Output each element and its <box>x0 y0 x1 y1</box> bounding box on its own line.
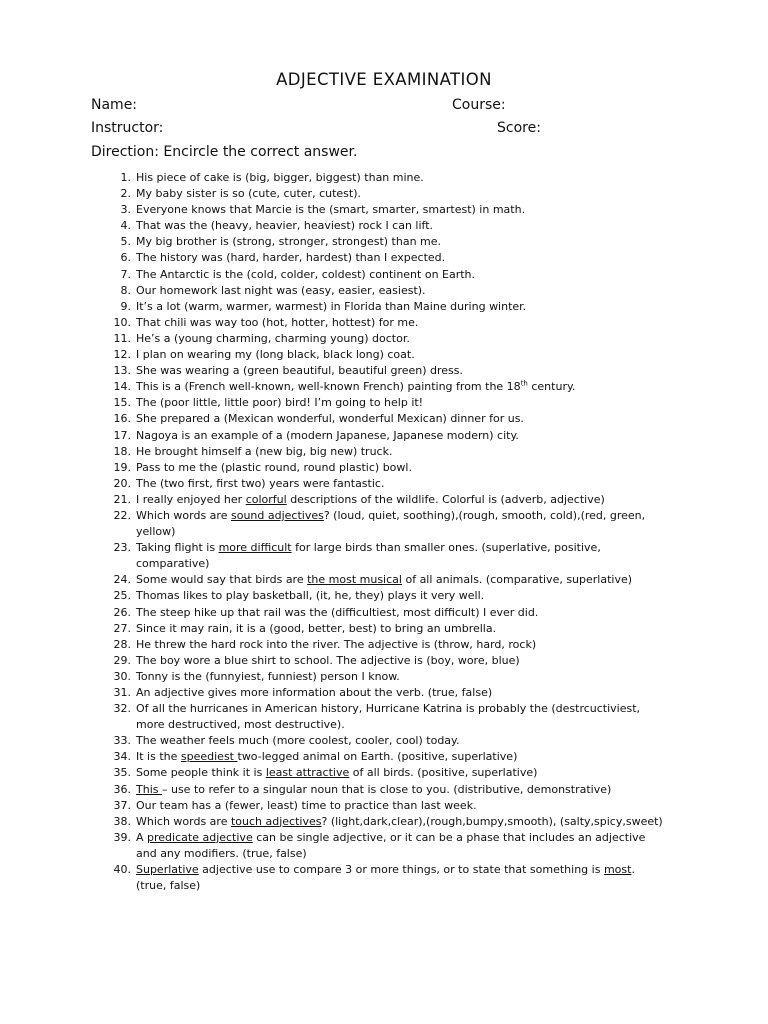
question-text-continued: – use to refer to a singular noun that is close to you. (distributive, demonstrative) <box>161 782 612 796</box>
question-text: Everyone knows that Marcie is the (smart, smarter, smartest) in math. <box>136 203 526 217</box>
question-item <box>104 379 664 395</box>
question-item <box>104 170 664 186</box>
question-item <box>104 669 664 685</box>
question-item <box>104 331 664 347</box>
question-item <box>104 782 664 798</box>
question-text: My big brother is (strong, stronger, strongest) than me. <box>136 235 442 249</box>
underlined-term: colorful <box>245 492 287 506</box>
question-number: 39. <box>113 830 131 844</box>
question-item <box>104 492 664 508</box>
question-text: The history was (hard, harder, hardest) than I expected. <box>136 251 446 265</box>
question-number: 27. <box>113 621 131 635</box>
question-item <box>104 862 664 894</box>
question-item <box>104 605 664 621</box>
question-text: His piece of cake is (big, bigger, biggest) than mine. <box>136 171 424 184</box>
question-item <box>104 749 664 765</box>
question-number: 6. <box>120 251 131 265</box>
question-number: 40. <box>113 863 131 877</box>
question-item <box>104 202 664 218</box>
question-item <box>104 540 664 572</box>
question-number: 26. <box>113 605 131 619</box>
question-text: It is the <box>136 750 181 764</box>
question-text: The (two first, first two) years were fantastic. <box>136 476 385 490</box>
question-number: 31. <box>113 686 131 699</box>
question-number: 4. <box>120 219 131 233</box>
question-text-continued: ? (loud, quiet, soothing),(rough, smooth, cold),(red, green, yellow) <box>136 508 646 539</box>
question-item <box>104 267 664 283</box>
question-text: The steep hike up that rail was the (difficultiest, most difficult) I ever did. <box>136 605 539 619</box>
question-text: That chili was way too (hot, hotter, hottest) for me. <box>136 315 419 329</box>
question-number: 21. <box>113 492 131 506</box>
underlined-term: predicate adjective <box>147 830 253 844</box>
question-number: 20. <box>113 476 131 490</box>
underlined-term: This <box>136 782 162 796</box>
question-text: Thomas likes to play basketball, (it, he, they) plays it very well. <box>136 589 485 603</box>
question-text: He brought himself a (new big, big new) truck. <box>136 444 393 458</box>
question-text: I plan on wearing my (long black, black long) coat. <box>136 348 415 362</box>
question-number: 24. <box>113 573 131 587</box>
question-text-continued: for large birds than smaller ones. (superlative, positive, comparative) <box>136 541 601 571</box>
question-text: This is a (French well-known, well-known French) painting from the 18 <box>136 380 521 394</box>
question-number: 7. <box>120 267 131 281</box>
question-item <box>104 830 664 862</box>
question-number: 14. <box>113 380 131 394</box>
question-item <box>104 621 664 637</box>
question-number: 34. <box>113 750 131 764</box>
question-item <box>104 588 664 604</box>
question-item <box>104 395 664 411</box>
question-number: 35. <box>113 766 131 780</box>
underlined-term: more difficult <box>218 541 292 555</box>
question-item <box>104 283 664 299</box>
ordinal-superscript: th <box>520 379 528 388</box>
question-list <box>104 170 664 894</box>
underlined-term: least attractive <box>265 766 350 780</box>
question-text: Some would say that birds are <box>136 573 308 587</box>
question-number: 12. <box>113 348 131 362</box>
question-text: The Antarctic is the (cold, colder, coldest) continent on Earth. <box>136 267 476 281</box>
question-item <box>104 250 664 266</box>
question-number: 18. <box>113 444 131 458</box>
question-number: 10. <box>113 315 131 329</box>
question-text: That was the (heavy, heavier, heaviest) rock I can lift. <box>136 219 434 233</box>
question-item <box>104 572 664 588</box>
question-text: Our homework last night was (easy, easier, easiest). <box>136 283 426 297</box>
question-text: The weather feels much (more coolest, cooler, cool) today. <box>136 734 460 748</box>
question-number: 13. <box>113 364 131 378</box>
question-item <box>104 653 664 669</box>
question-item <box>104 315 664 331</box>
question-text-continued: descriptions of the wildlife. Colorful is (adverb, adjective) <box>286 492 605 506</box>
question-number: 29. <box>113 653 131 667</box>
question-number: 33. <box>113 734 131 748</box>
underlined-term: touch adjectives <box>230 814 322 828</box>
question-text: She prepared a (Mexican wonderful, wonderful Mexican) dinner for us. <box>136 412 524 426</box>
question-text: He threw the hard rock into the river. The adjective is (throw, hard, rock) <box>136 637 537 651</box>
question-text: It’s a lot (warm, warmer, warmest) in Florida than Maine during winter. <box>136 299 527 313</box>
question-item <box>104 299 664 315</box>
question-item <box>104 798 664 814</box>
question-number: 37. <box>113 798 131 812</box>
question-text: Pass to me the (plastic round, round plastic) bowl. <box>136 460 412 474</box>
question-text: The (poor little, little poor) bird! I’m going to help it! <box>136 396 424 410</box>
question-item <box>104 428 664 444</box>
instructor-label: Instructor: <box>91 120 164 136</box>
direction-text: Direction: Encircle the correct answer. <box>91 144 358 160</box>
question-text: Which words are <box>136 508 231 522</box>
question-item <box>104 701 664 733</box>
course-label: Course: <box>452 97 506 113</box>
question-text: Taking flight is <box>136 541 219 555</box>
question-text-continued: . (true, false) <box>136 863 635 893</box>
question-number: 30. <box>113 669 131 683</box>
question-number: 8. <box>120 283 131 297</box>
question-item <box>104 637 664 653</box>
question-number: 5. <box>120 235 131 249</box>
question-text: Which words are <box>136 814 231 828</box>
question-text-continued: of all animals. (comparative, superlative) <box>401 573 633 587</box>
question-text: Nagoya is an example of a (modern Japanese, Japanese modern) city. <box>136 428 519 442</box>
question-item <box>104 814 664 830</box>
question-text-continued: ? (light,dark,clear),(rough,bumpy,smooth), (salty,spicy,sweet) <box>321 814 663 828</box>
question-text: Our team has a (fewer, least) time to practice than last week. <box>136 798 477 812</box>
question-number: 11. <box>113 331 131 345</box>
question-number: 22. <box>113 508 131 522</box>
question-number: 25. <box>113 589 131 603</box>
question-item <box>104 460 664 476</box>
question-item <box>104 508 664 540</box>
score-label: Score: <box>497 120 541 136</box>
question-item <box>104 685 664 701</box>
question-item <box>104 363 664 379</box>
question-number: 15. <box>113 396 131 410</box>
question-text: I really enjoyed her <box>136 492 246 506</box>
question-text: Some people think it is <box>136 766 266 780</box>
underlined-term: the most musical <box>307 573 402 587</box>
question-text: Tonny is the (funnyiest, funniest) person I know. <box>136 669 400 683</box>
question-text-continued: century. <box>527 380 576 394</box>
question-text: An adjective gives more information about the verb. (true, false) <box>136 686 493 699</box>
question-number: 32. <box>113 702 131 716</box>
underlined-term: Superlative <box>136 863 199 877</box>
question-text-continued: can be single adjective, or it can be a phase that includes an adjective and any modifiers. (true, false) <box>136 830 646 860</box>
name-label: Name: <box>91 97 138 113</box>
question-item <box>104 347 664 363</box>
underlined-term: most <box>603 863 632 877</box>
question-item <box>104 234 664 250</box>
question-text: Of all the hurricanes in American history, Hurricane Katrina is probably the (destrcuctiviest, more destructived, most destructive). <box>136 702 641 732</box>
question-text-continued: two-legged animal on Earth. (positive, superlative) <box>237 750 518 764</box>
question-item <box>104 411 664 427</box>
question-number: 17. <box>113 428 131 442</box>
exam-title: ADJECTIVE EXAMINATION <box>276 70 492 89</box>
question-number: 3. <box>120 203 131 217</box>
question-text-continued: adjective use to compare 3 or more things, or to state that something is <box>198 863 604 877</box>
question-number: 28. <box>113 637 131 651</box>
question-item <box>104 444 664 460</box>
question-number: 38. <box>113 814 131 828</box>
question-item <box>104 765 664 781</box>
question-number: 19. <box>113 460 131 474</box>
question-number: 2. <box>120 187 131 201</box>
question-number: 36. <box>113 782 131 796</box>
question-item <box>104 186 664 202</box>
question-text: The boy wore a blue shirt to school. The adjective is (boy, wore, blue) <box>136 653 520 667</box>
question-text: A <box>136 830 148 844</box>
underlined-term: speediest <box>180 750 238 764</box>
question-item <box>104 733 664 749</box>
question-item <box>104 476 664 492</box>
underlined-term: sound adjectives <box>230 508 324 522</box>
question-text: My baby sister is so (cute, cuter, cutest). <box>136 187 362 201</box>
question-text: She was wearing a (green beautiful, beautiful green) dress. <box>136 364 464 378</box>
question-item <box>104 218 664 234</box>
question-text: He’s a (young charming, charming young) doctor. <box>136 331 410 345</box>
question-number: 9. <box>120 299 131 313</box>
question-number: 23. <box>113 541 131 555</box>
question-number: 1. <box>120 171 131 184</box>
question-number: 16. <box>113 412 131 426</box>
question-text-continued: of all birds. (positive, superlative) <box>349 766 538 780</box>
question-text: Since it may rain, it is a (good, better, best) to bring an umbrella. <box>136 621 497 635</box>
